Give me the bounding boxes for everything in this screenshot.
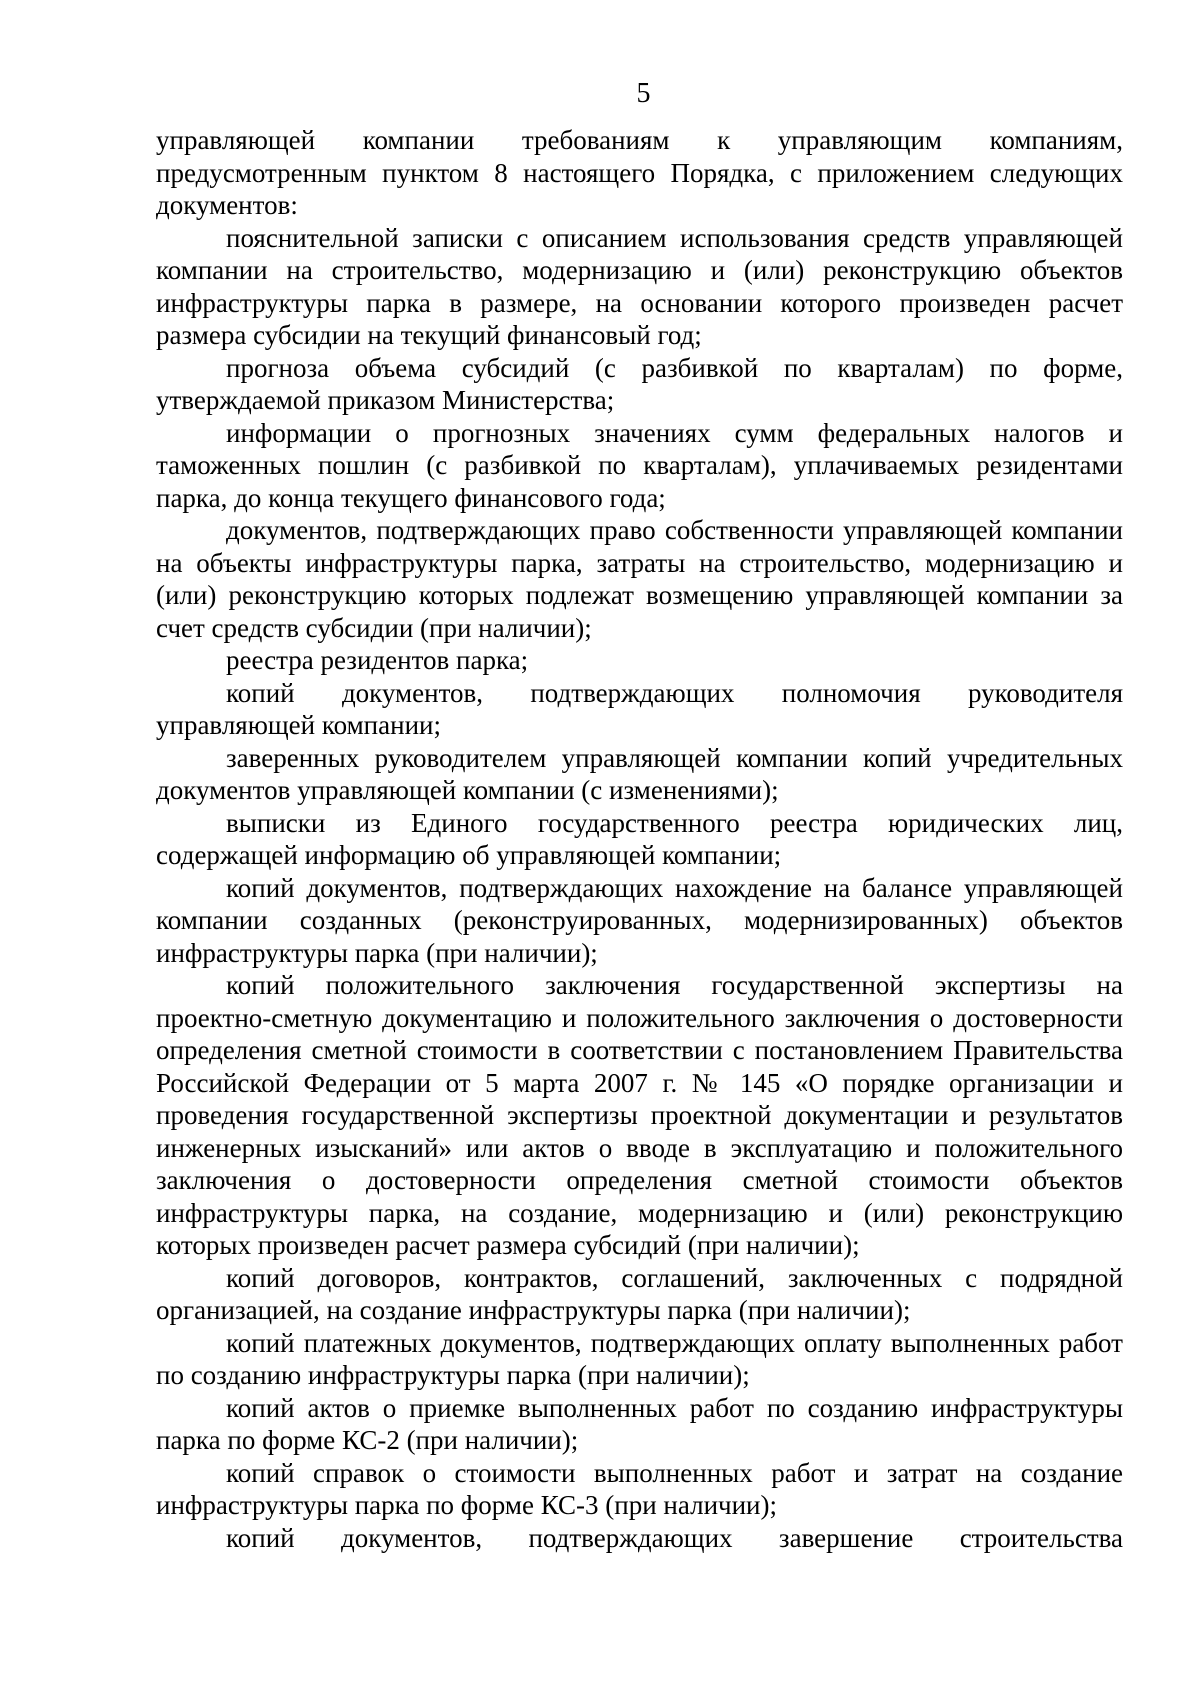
paragraph-ks2-acts: копий актов о приемке выполненных работ по созданию инфраструктуры парка по форме КС-2 (при наличии); — [156, 1392, 1123, 1455]
paragraph-director-authority: копий документов, подтверждающих полномочия руководителя управляющей компании; — [156, 677, 1123, 740]
paragraph-tax-forecast: информации о прогнозных значениях сумм федеральных налогов и таможенных пошлин (с разбивкой по кварталам), уплачиваемых резидентами парка, до конца текущего финансового года; — [156, 417, 1123, 513]
paragraph-founding-documents: заверенных руководителем управляющей компании копий учредительных документов управляющей компании (с изменениями); — [156, 742, 1123, 805]
document-body — [156, 124, 1123, 1554]
page-number: 5 — [636, 78, 651, 109]
paragraph-construction-completion: копий документов, подтверждающих завершение строительства — [226, 1522, 1123, 1553]
paragraph-resident-register: реестра резидентов парка; — [226, 645, 529, 675]
paragraph-balance-documents: копий документов, подтверждающих нахождение на балансе управляющей компании созданных (реконструированных, модернизированных) объектов инфраструктуры парка (при наличии); — [156, 872, 1123, 968]
paragraph-ownership-documents: документов, подтверждающих право собственности управляющей компании на объекты инфраструктуры парка, затраты на строительство, модернизацию и (или) реконструкцию которых подлежат возмещению управляющей компании за счет средств субсидии (при наличии); — [156, 515, 1123, 643]
paragraph-subsidy-forecast: прогноза объема субсидий (с разбивкой по кварталам) по форме, утверждаемой приказом Министерства; — [156, 352, 1123, 415]
paragraph-payment-documents: копий платежных документов, подтверждающих оплату выполненных работ по созданию инфраструктуры парка (при наличии); — [156, 1327, 1123, 1390]
paragraph-contracts: копий договоров, контрактов, соглашений, заключенных с подрядной организацией, на создание инфраструктуры парка (при наличии); — [156, 1262, 1123, 1325]
paragraph-intro: управляющей компании требованиям к управляющим компаниям, предусмотренным пунктом 8 настоящего Порядка, с приложением следующих документов: — [156, 125, 1123, 220]
paragraph-explanatory-note: пояснительной записки с описанием использования средств управляющей компании на строительство, модернизацию и (или) реконструкцию объектов инфраструктуры парка в размере, на основании которого произведен расчет размера субсидии на текущий финансовый год; — [156, 222, 1123, 350]
paragraph-egrul-extract: выписки из Единого государственного реестра юридических лиц, содержащей информацию об управляющей компании; — [156, 807, 1123, 870]
paragraph-ks3-certificates: копий справок о стоимости выполненных работ и затрат на создание инфраструктуры парка по форме КС-3 (при наличии); — [156, 1457, 1123, 1520]
paragraph-state-expertise: копий положительного заключения государственной экспертизы на проектно-сметную документацию и положительного заключения о достоверности определения сметной стоимости в соответствии с постановлением Правительства Российской Федерации от 5 марта 2007 г. № 145 «О порядке организации и проведения государственной экспертизы проектной документации и результатов инженерных изысканий» или актов о вводе в эксплуатацию и положительного заключения о достоверности определения сметной стоимости объектов инфраструктуры парка, на создание, модернизацию и (или) реконструкцию которых произведен расчет размера субсидий (при наличии); — [156, 970, 1123, 1260]
